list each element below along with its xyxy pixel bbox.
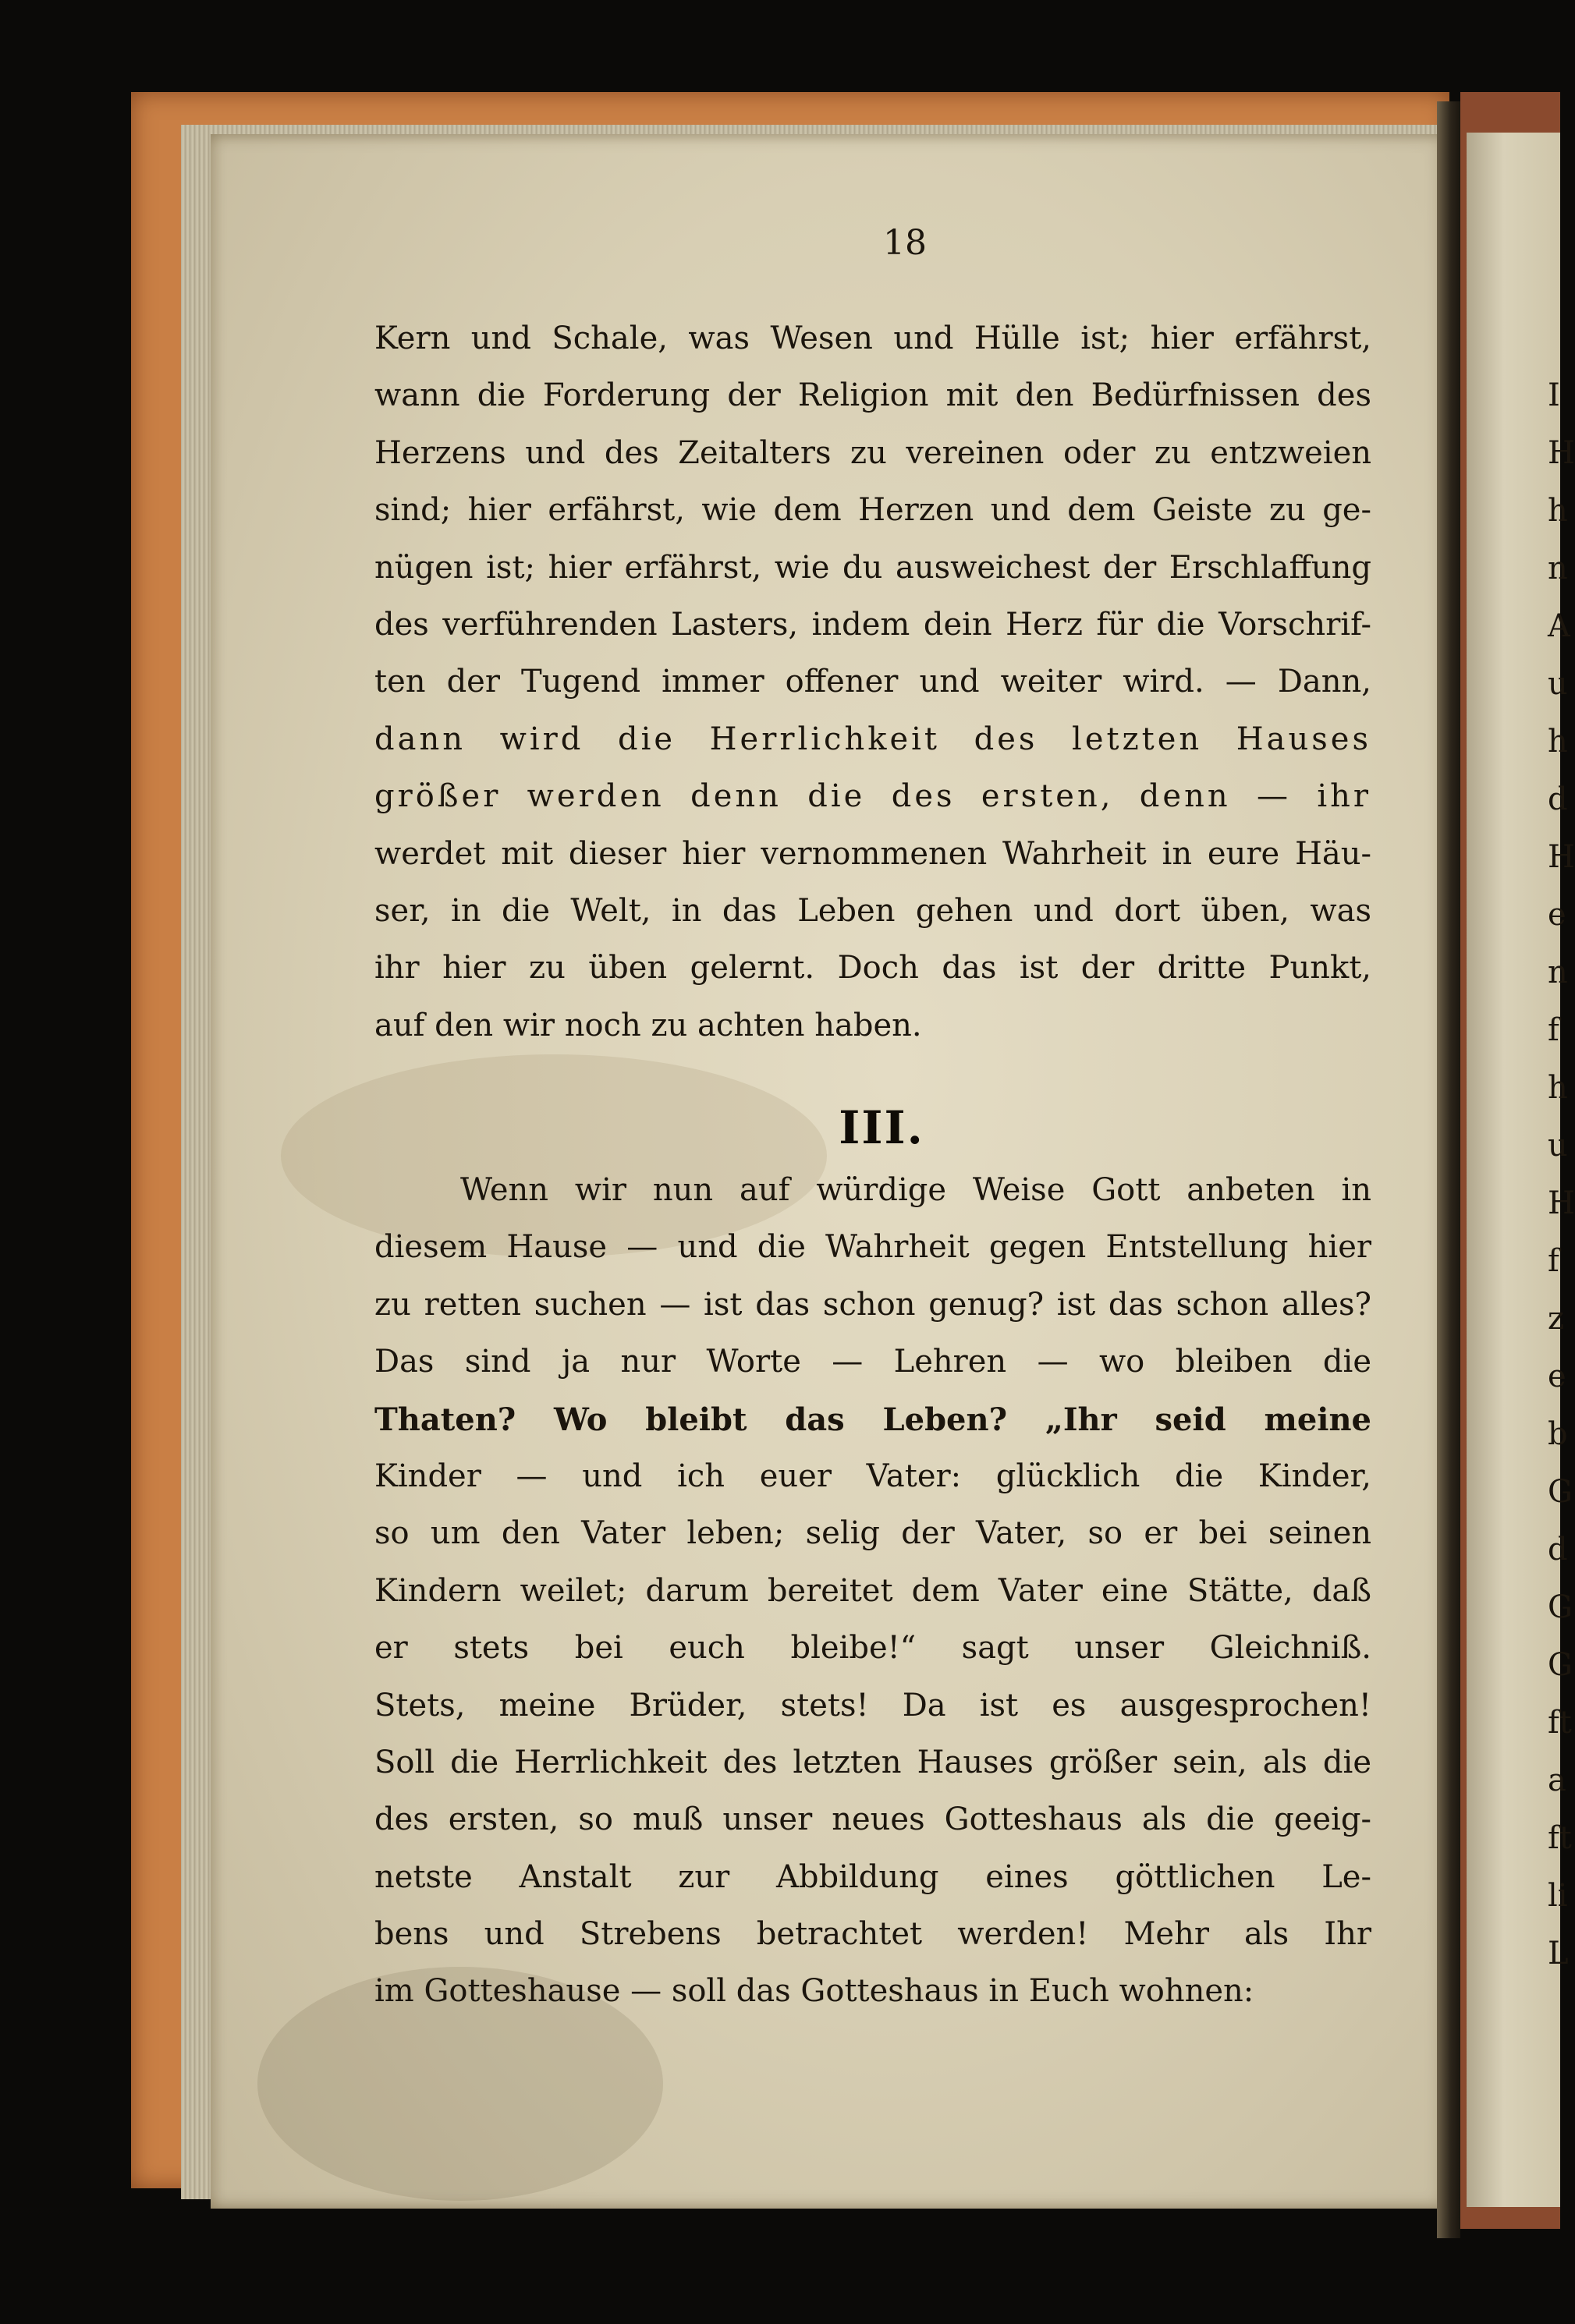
text-line: im Gotteshause — soll das Gotteshaus in Euch wohnen:	[374, 1973, 1254, 2010]
page-number: 18	[883, 223, 927, 263]
next-page-edge	[1467, 133, 1575, 2207]
text-line: sind; hier erfährst, wie dem Herzen und dem Geiste zu ge-	[374, 492, 1371, 529]
text-line: diesem Hause — und die Wahrheit gegen Entstellung hier	[374, 1229, 1371, 1266]
next-page-letter: H	[1548, 1185, 1575, 1221]
next-page-letter: f	[1548, 1243, 1559, 1279]
next-page-letter: h	[1548, 493, 1568, 529]
next-page-letter: h	[1548, 1070, 1568, 1106]
text-line: Stets, meine Brüder, stets! Da ist es ausgesprochen!	[374, 1687, 1371, 1724]
text-line: auf den wir noch zu achten haben.	[374, 1007, 922, 1043]
text-line: zu retten suchen — ist das schon genug? ist das schon alles?	[374, 1286, 1371, 1323]
text-line: werdet mit dieser hier vernommenen Wahrheit in eure Häu-	[374, 835, 1371, 872]
text-line: Thaten? Wo bleibt das Leben? „Ihr seid meine	[374, 1401, 1371, 1438]
next-page-letter: u	[1548, 1128, 1568, 1164]
next-page-letter: ft	[1548, 1820, 1572, 1856]
text-line: dann wird die Herrlichkeit des letzten Hauses	[374, 721, 1371, 757]
next-page-letter: li	[1548, 1878, 1568, 1914]
paragraph-2	[374, 1162, 1371, 2021]
text-line: Kern und Schale, was Wesen und Hülle ist; hier erfährst,	[374, 321, 1371, 356]
text-line: ten der Tugend immer offener und weiter wird. — Dann,	[374, 664, 1371, 700]
text-line: so um den Vater leben; selig der Vater, so er bei seinen	[374, 1515, 1371, 1552]
text-line: ihr hier zu üben gelernt. Doch das ist der dritte Punkt,	[374, 950, 1371, 987]
next-page-letter: b	[1548, 1416, 1568, 1452]
next-page-letter: f	[1548, 1012, 1559, 1048]
text-line: bens und Strebens betrachtet werden! Mehr als Ihr	[374, 1916, 1371, 1953]
next-page-letter: d	[1548, 1532, 1568, 1568]
text-line: des verführenden Lasters, indem dein Herz für die Vorschrif-	[374, 606, 1371, 643]
next-page-letter: H	[1548, 839, 1575, 875]
text-line: Kinder — und ich euer Vater: glücklich die Kinder,	[374, 1458, 1371, 1494]
section-heading: III.	[839, 1101, 924, 1154]
text-line: des ersten, so muß unser neues Gotteshaus als die geeig-	[374, 1801, 1371, 1838]
next-page-letter: I	[1548, 377, 1560, 413]
next-page-letter: a	[1548, 1762, 1566, 1798]
text-line: Wenn wir nun auf würdige Weise Gott anbeten in	[460, 1172, 1371, 1208]
next-page-fragments	[1548, 367, 1575, 1982]
next-page-letter: ft	[1548, 1705, 1572, 1741]
next-page-letter: G	[1548, 1474, 1573, 1510]
text-line: netste Anstalt zur Abbildung eines göttlichen Le-	[374, 1858, 1371, 1895]
book-gutter	[1437, 101, 1460, 2238]
next-page-letter: d	[1548, 781, 1568, 817]
next-page-letter: e	[1548, 1359, 1566, 1394]
next-page-letter: L	[1548, 1936, 1569, 1972]
next-page-letter: G	[1548, 1647, 1573, 1683]
next-page-letter: n	[1548, 551, 1568, 586]
next-page-letter: H	[1548, 435, 1575, 471]
text-line: größer werden denn die des ersten, denn — ihr	[374, 778, 1371, 815]
next-page-letter: e	[1548, 897, 1566, 933]
text-line: nügen ist; hier erfährst, wie du ausweichest der Erschlaffung	[374, 549, 1371, 586]
next-page-letter: A	[1548, 608, 1570, 644]
next-page-letter: z	[1548, 1301, 1565, 1337]
text-line: Soll die Herrlichkeit des letzten Hauses größer sein, als die	[374, 1744, 1371, 1780]
text-line: Das sind ja nur Worte — Lehren — wo bleiben die	[374, 1344, 1371, 1380]
next-page-letter: h	[1548, 724, 1568, 760]
text-line: ser, in die Welt, in das Leben gehen und dort üben, was	[374, 892, 1371, 929]
paragraph-1	[374, 310, 1371, 1054]
next-page-letter: u	[1548, 666, 1568, 702]
text-line: Kindern weilet; darum bereitet dem Vater eine Stätte, daß	[374, 1572, 1371, 1609]
text-line: wann die Forderung der Religion mit den Bedürfnissen des	[374, 377, 1371, 414]
text-line: er stets bei euch bleibe!“ sagt unser Gleichniß.	[374, 1630, 1371, 1667]
text-line: Herzens und des Zeitalters zu vereinen oder zu entzweien	[374, 434, 1371, 471]
next-page-letter: G	[1548, 1589, 1573, 1625]
next-page-letter: n	[1548, 955, 1568, 990]
